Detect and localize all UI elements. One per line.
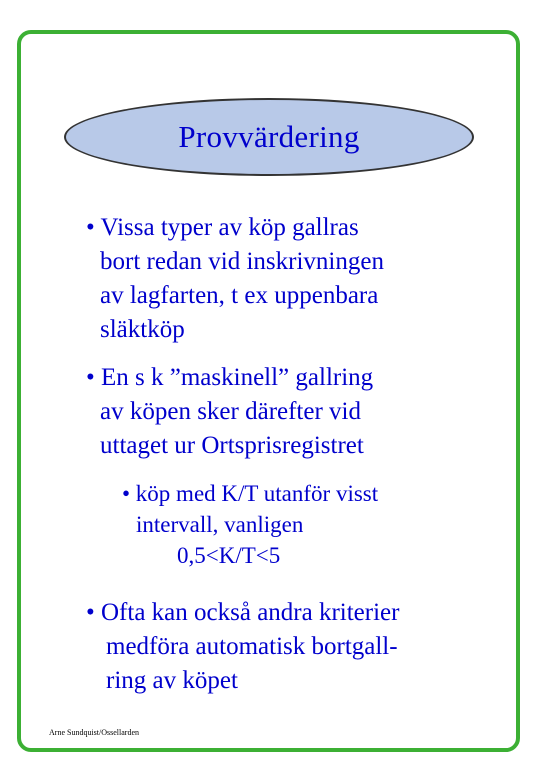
bullet-1 [86,211,384,347]
title-ellipse [64,98,474,176]
sub-bullet [122,478,378,571]
bullet-1-line-4: släktköp [100,316,185,343]
bullet-1-line-2: bort redan vid inskrivningen [100,248,384,275]
slide-title: Provvärdering [178,119,360,154]
bullet-2-line-1: • En s k ”maskinell” gallring [86,364,374,391]
bullet-3-line-2: medföra automatisk bortgall- [106,633,398,660]
bullet-2-line-2: av köpen sker därefter vid [100,398,361,425]
bullet-1-line-3: av lagfarten, t ex uppenbara [100,282,379,309]
bullet-2-line-3: uttaget ur Ortsprisregistret [100,432,364,459]
footer-credit: Arne Sundquist/Ossellarden [49,728,139,737]
bullet-3 [86,596,399,698]
bullet-2 [86,361,373,463]
sub-bullet-line-3: 0,5<K/T<5 [177,543,281,568]
bullet-3-line-3: ring av köpet [106,667,238,694]
bullet-1-line-1: • Vissa typer av köp gallras [86,214,359,241]
sub-bullet-line-1: • köp med K/T utanför visst [122,481,379,506]
sub-bullet-line-2: intervall, vanligen [136,512,304,537]
bullet-3-line-1: • Ofta kan också andra kriterier [86,599,400,626]
